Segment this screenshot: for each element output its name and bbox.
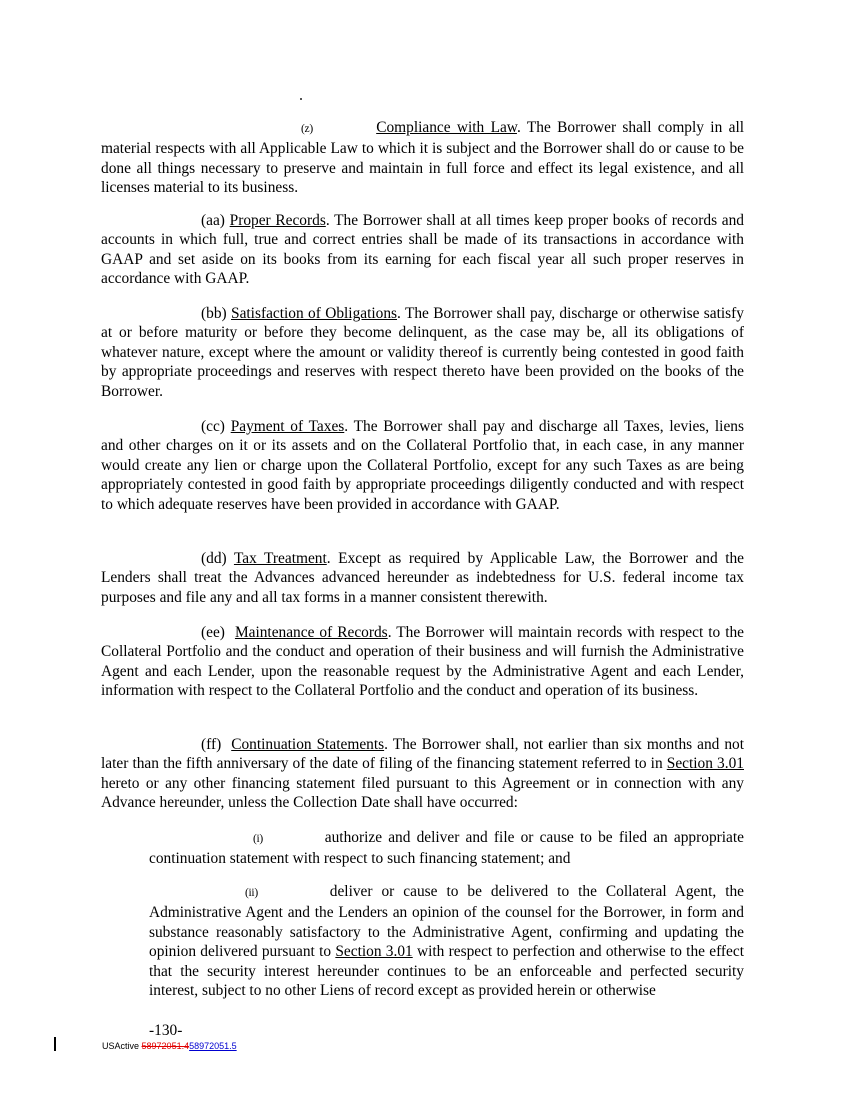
paragraph-first-line: (bb) Satisfaction of Obligations. The Borrower shall pay, discharge or otherwise satisfy at or before maturity or before they become delinquent, as the case may be, all its obligations of whatever nature, except where the amount or validity thereof is currently being contested in good faith by appropriate proceedings and reserves with respect thereto have been provided on the books of the Borrower. (101, 305, 744, 400)
paragraph-ee (101, 623, 744, 701)
paragraph-text: Except as required by Applicable Law, the Borrower and the Lenders shall treat the Advances advanced hereunder as indebtedness for U.S. federal income tax purposes and file any and all tax forms in a manner consistent therewith. (101, 550, 745, 606)
paragraph-label: (ee) (201, 624, 225, 641)
footer-prefix: USActive (102, 1041, 140, 1051)
paragraph-first-line: (cc) Payment of Taxes. The Borrower shall pay and discharge all Taxes, levies, liens and other charges on it or its assets and on the Collateral Portfolio that, in each case, in any manner would create any lien or charge upon the Collateral Portfolio, except for any such Taxes as are being appropriately contested in good faith by appropriate proceedings diligently conducted and with respect to which adequate reserves have been provided in accordance with GAAP. (101, 418, 744, 513)
paragraph-text: The Borrower shall, not earlier than six months and not later than the fifth anniversary of the date of filing of the financing statement referred to in (101, 736, 745, 773)
stray-mark (300, 98, 302, 100)
paragraph-text: The Borrower will maintain records with respect to the Collateral Portfolio and the conduct and operation of their business and will furnish the Administrative Agent and each Lender, upon the reasonable request by the Administrative Agent and each Lender, information with respect to the Collateral Portfolio and the conduct and operation of its business. (101, 624, 744, 700)
subparagraph-first-line (149, 882, 744, 1000)
paragraph-label: (cc) (201, 418, 225, 435)
paragraph-heading: Maintenance of Records (234, 624, 388, 641)
paragraph-first-line: (ff) Continuation Statements. The Borrower shall, not earlier than six months and not later than the fifth anniversary of the date of filing of the financing statement referred to in Section 3.01 hereto or any other financing statement filed pursuant to this Agreement or in connection with any Advance hereunder, unless the Collection Date shall have occurred: (101, 736, 745, 812)
paragraph-cc (101, 417, 744, 514)
subparagraph-i (149, 828, 744, 869)
section-reference: Section 3.01 (666, 755, 744, 773)
paragraph-label: (aa) (201, 212, 225, 229)
footer-inserted-docid: 58972051.5 (189, 1041, 237, 1051)
subparagraph-first-line (149, 828, 744, 869)
paragraph-text: The Borrower shall comply in all material respects with all Applicable Law to which it is subject and the Borrower shall do or cause to be done all things necessary to preserve and maintain in full force and effect its legal existence, and all licenses material to its business. (101, 119, 744, 197)
section-reference: Section 3.01 (335, 943, 413, 961)
subparagraph-label: (i) (253, 833, 263, 845)
paragraph-dd (101, 549, 744, 607)
paragraph-z (101, 118, 744, 198)
subparagraph-label: (ii) (245, 887, 258, 899)
paragraph-first-line: (ee) Maintenance of Records. The Borrower will maintain records with respect to the Collateral Portfolio and the conduct and operation of their business and will furnish the Administrative Agent and each Lender, upon the reasonable request by the Administrative Agent and each Lender, information with respect to the Collateral Portfolio and the conduct and operation of its business. (101, 624, 744, 700)
document-footer (102, 1041, 237, 1051)
paragraph-ff (101, 735, 744, 813)
subparagraph-text: with respect to perfection and otherwise to the effect that the security interest hereunder continues to be an enforceable and perfected security interest, subject to no other Liens of record except as provided herein or otherwise (149, 943, 744, 1000)
paragraph-first-line: (dd) Tax Treatment. Except as required by Applicable Law, the Borrower and the Lenders shall treat the Advances advanced hereunder as indebtedness for U.S. federal income tax purposes and file any and all tax forms in a manner consistent therewith. (101, 550, 745, 606)
revision-change-bar (54, 1037, 56, 1051)
paragraph-first-line: (aa) Proper Records. The Borrower shall at all times keep proper books of records and accounts in which full, true and correct entries shall be made of its transactions in accordance with GAAP and set aside on its books from its earning for each fiscal year all such proper reserves in accordance with GAAP. (101, 212, 744, 288)
paragraph-text: hereto or any other financing statement filed pursuant to this Agreement or in connection with any Advance hereunder, unless the Collection Date shall have occurred: (101, 774, 744, 812)
paragraph-heading: Continuation Statements (231, 736, 385, 753)
paragraph-label: (bb) (201, 305, 227, 322)
paragraph-heading: Compliance with Law (376, 119, 517, 136)
page-number: -130- (149, 1022, 183, 1039)
paragraph-heading: Tax Treatment (233, 550, 327, 567)
paragraph-text: The Borrower shall pay, discharge or otherwise satisfy at or before maturity or before they become delinquent, as the case may be, all its obligations of whatever nature, except where the amount or validity thereof is currently being contested in good faith by appropriate proceedings and reserves with respect thereto have been provided on the books of the Borrower. (101, 305, 744, 400)
paragraph-first-line: (z) Compliance with Law. The Borrower shall comply in all material respects with all Applicable Law to which it is subject and the Borrower shall do or cause to be done all things necessary to preserve and maintain in full force and effect its legal existence, and all licenses material to its business. (101, 119, 744, 197)
paragraph-heading: Proper Records (229, 212, 326, 229)
subparagraph-text: deliver or cause to be delivered to the Collateral Agent, the Administrative Agent and the Lenders an opinion of the counsel for the Borrower, in form and substance reasonably satisfactory to the Administrative Agent, confirming and updating the opinion delivered pursuant to (149, 883, 744, 961)
paragraph-text: The Borrower shall pay and discharge all Taxes, levies, liens and other charges on it or its assets and on the Collateral Portfolio that, in each case, in any manner would create any lien or charge upon the Collateral Portfolio, except for any such Taxes as are being appropriately contested in good faith by appropriate proceedings diligently conducted and with respect to which adequate reserves have been provided in accordance with GAAP. (101, 418, 744, 513)
subparagraph-text: authorize and deliver and file or cause to be filed an appropriate continuation statement with respect to such financing statement; and (149, 829, 744, 868)
paragraph-text: The Borrower shall at all times keep proper books of records and accounts in which full, true and correct entries shall be made of its transactions in accordance with GAAP and set aside on its books from its earning for each fiscal year all such proper reserves in accordance with GAAP. (101, 212, 744, 288)
footer-deleted-docid: 58972051.4 (141, 1041, 190, 1051)
paragraph-bb (101, 304, 744, 401)
paragraph-label: (ff) (201, 736, 222, 753)
paragraph-label: (dd) (201, 550, 227, 567)
subparagraph-ii (149, 882, 744, 1000)
paragraph-heading: Payment of Taxes (230, 418, 345, 435)
paragraph-aa (101, 211, 744, 289)
paragraph-heading: Satisfaction of Obligations (231, 305, 398, 322)
paragraph-label: (z) (301, 123, 313, 135)
